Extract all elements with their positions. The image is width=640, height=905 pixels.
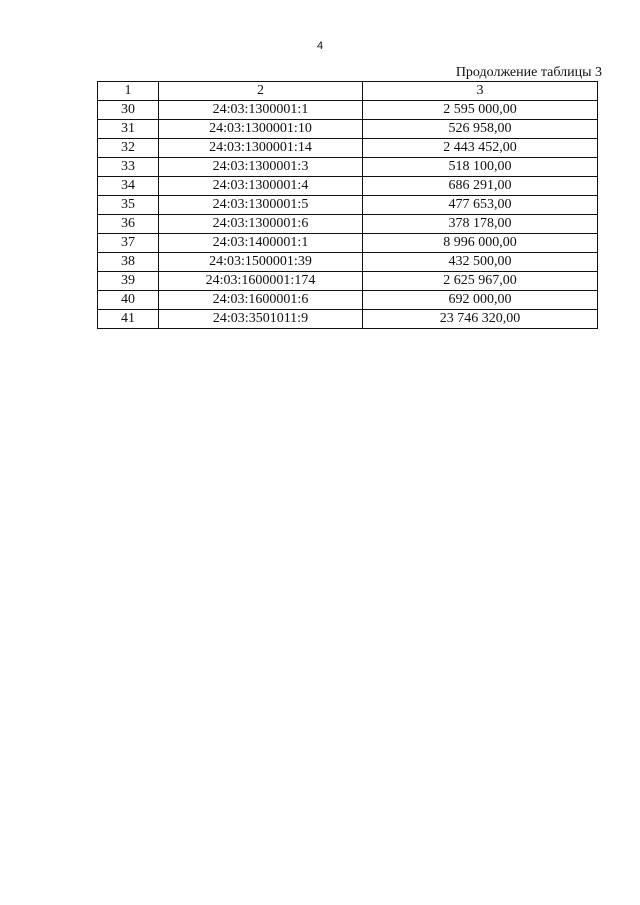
cadastral-number: 24:03:1400001:1 <box>159 234 363 253</box>
column-header-1: 1 <box>98 82 159 101</box>
cadastral-number: 24:03:1300001:4 <box>159 177 363 196</box>
row-number: 33 <box>98 158 159 177</box>
table-row <box>98 139 598 158</box>
row-number: 35 <box>98 196 159 215</box>
value-cell: 518 100,00 <box>363 158 598 177</box>
table-row <box>98 196 598 215</box>
row-number: 40 <box>98 291 159 310</box>
row-number: 30 <box>98 101 159 120</box>
column-header-2: 2 <box>159 82 363 101</box>
table-row <box>98 101 598 120</box>
table-row <box>98 253 598 272</box>
cadastral-number: 24:03:1300001:6 <box>159 215 363 234</box>
value-cell: 686 291,00 <box>363 177 598 196</box>
table-row <box>98 158 598 177</box>
table-body <box>98 101 598 329</box>
value-cell: 8 996 000,00 <box>363 234 598 253</box>
row-number: 36 <box>98 215 159 234</box>
cadastral-number: 24:03:1300001:14 <box>159 139 363 158</box>
table-row <box>98 215 598 234</box>
cadastral-number: 24:03:1300001:10 <box>159 120 363 139</box>
value-cell: 378 178,00 <box>363 215 598 234</box>
value-cell: 477 653,00 <box>363 196 598 215</box>
table-continuation-label: Продолжение таблицы 3 <box>455 65 602 80</box>
cadastral-number: 24:03:1300001:5 <box>159 196 363 215</box>
cadastral-number: 24:03:3501011:9 <box>159 310 363 329</box>
cadastral-number: 24:03:1300001:3 <box>159 158 363 177</box>
table-header <box>98 82 598 101</box>
row-number: 34 <box>98 177 159 196</box>
row-number: 31 <box>98 120 159 139</box>
table-row <box>98 291 598 310</box>
value-cell: 526 958,00 <box>363 120 598 139</box>
table-row <box>98 234 598 253</box>
value-cell: 432 500,00 <box>363 253 598 272</box>
table-row <box>98 310 598 329</box>
cadastral-number: 24:03:1600001:6 <box>159 291 363 310</box>
column-header-3: 3 <box>363 82 598 101</box>
row-number: 39 <box>98 272 159 291</box>
table-row <box>98 120 598 139</box>
table-header-row <box>98 82 598 101</box>
cadastral-number: 24:03:1300001:1 <box>159 101 363 120</box>
data-table <box>97 81 598 329</box>
row-number: 38 <box>98 253 159 272</box>
table-row <box>98 177 598 196</box>
row-number: 37 <box>98 234 159 253</box>
row-number: 32 <box>98 139 159 158</box>
value-cell: 692 000,00 <box>363 291 598 310</box>
value-cell: 2 625 967,00 <box>363 272 598 291</box>
table-row <box>98 272 598 291</box>
value-cell: 23 746 320,00 <box>363 310 598 329</box>
value-cell: 2 443 452,00 <box>363 139 598 158</box>
row-number: 41 <box>98 310 159 329</box>
value-cell: 2 595 000,00 <box>363 101 598 120</box>
page-number: 4 <box>316 40 324 52</box>
cadastral-number: 24:03:1500001:39 <box>159 253 363 272</box>
cadastral-number: 24:03:1600001:174 <box>159 272 363 291</box>
